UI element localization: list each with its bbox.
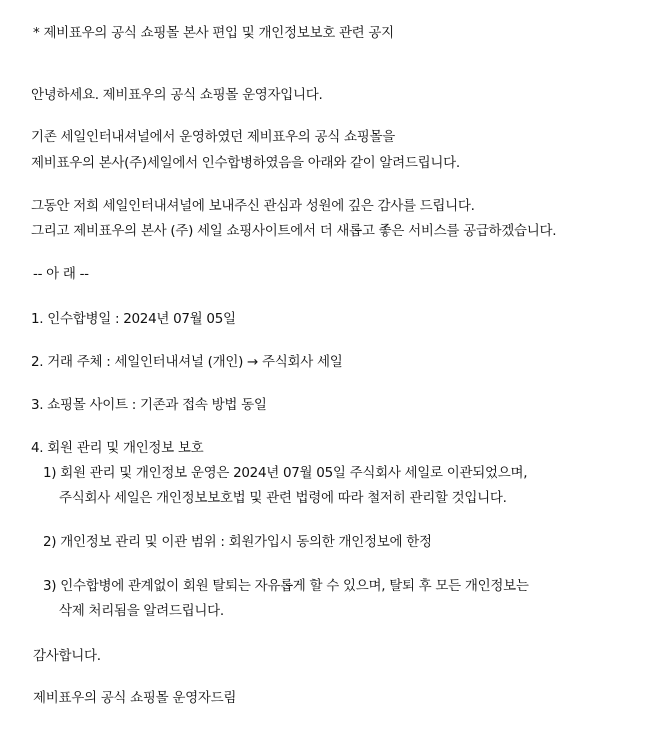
item-3: 3. 쇼핑몰 사이트 : 기존과 접속 방법 동일 — [31, 397, 267, 413]
thanks-line-2: 그리고 제비표우의 본사 (주) 세일 쇼핑사이트에서 더 새롭고 좋은 서비스를 공급하겠습니다. — [31, 223, 557, 239]
intro-line-1: 기존 세일인터내셔널에서 운영하였던 제비표우의 공식 쇼핑몰을 — [31, 129, 395, 145]
greeting-text: 안녕하세요. 제비표우의 공식 쇼핑몰 운영자입니다. — [31, 87, 323, 103]
sub-item-1-line-2: 주식회사 세일은 개인정보보호법 및 관련 법령에 따라 철저히 관리할 것입니다. — [59, 490, 507, 506]
signature-text: 제비표우의 공식 쇼핑몰 운영자드림 — [33, 690, 237, 706]
section-header: -- 아 래 -- — [33, 266, 89, 282]
intro-line-2: 제비표우의 본사(주)세일에서 인수합병하였음을 아래와 같이 알려드립니다. — [31, 155, 460, 171]
sub-item-3-line-1: 3) 인수합병에 관계없이 회원 탈퇴는 자유롭게 할 수 있으며, 탈퇴 후 모든 개인정보는 — [43, 578, 529, 594]
notice-title: * 제비표우의 공식 쇼핑몰 본사 편입 및 개인정보보호 관련 공지 — [33, 25, 394, 41]
closing-text: 감사합니다. — [33, 648, 101, 664]
item-1: 1. 인수합병일 : 2024년 07월 05일 — [31, 311, 236, 327]
thanks-line-1: 그동안 저희 세일인터내셔널에 보내주신 관심과 성원에 깊은 감사를 드립니다. — [31, 198, 475, 214]
sub-item-1-line-1: 1) 회원 관리 및 개인정보 운영은 2024년 07월 05일 주식회사 세일로 이관되었으며, — [43, 465, 528, 481]
sub-item-3-line-2: 삭제 처리됨을 알려드립니다. — [59, 603, 224, 619]
sub-item-2: 2) 개인정보 관리 및 이관 범위 : 회원가입시 동의한 개인정보에 한정 — [43, 534, 432, 550]
item-2: 2. 거래 주체 : 세일인터내셔널 (개인) → 주식회사 세일 — [31, 354, 343, 370]
item-4: 4. 회원 관리 및 개인정보 보호 — [31, 440, 204, 456]
